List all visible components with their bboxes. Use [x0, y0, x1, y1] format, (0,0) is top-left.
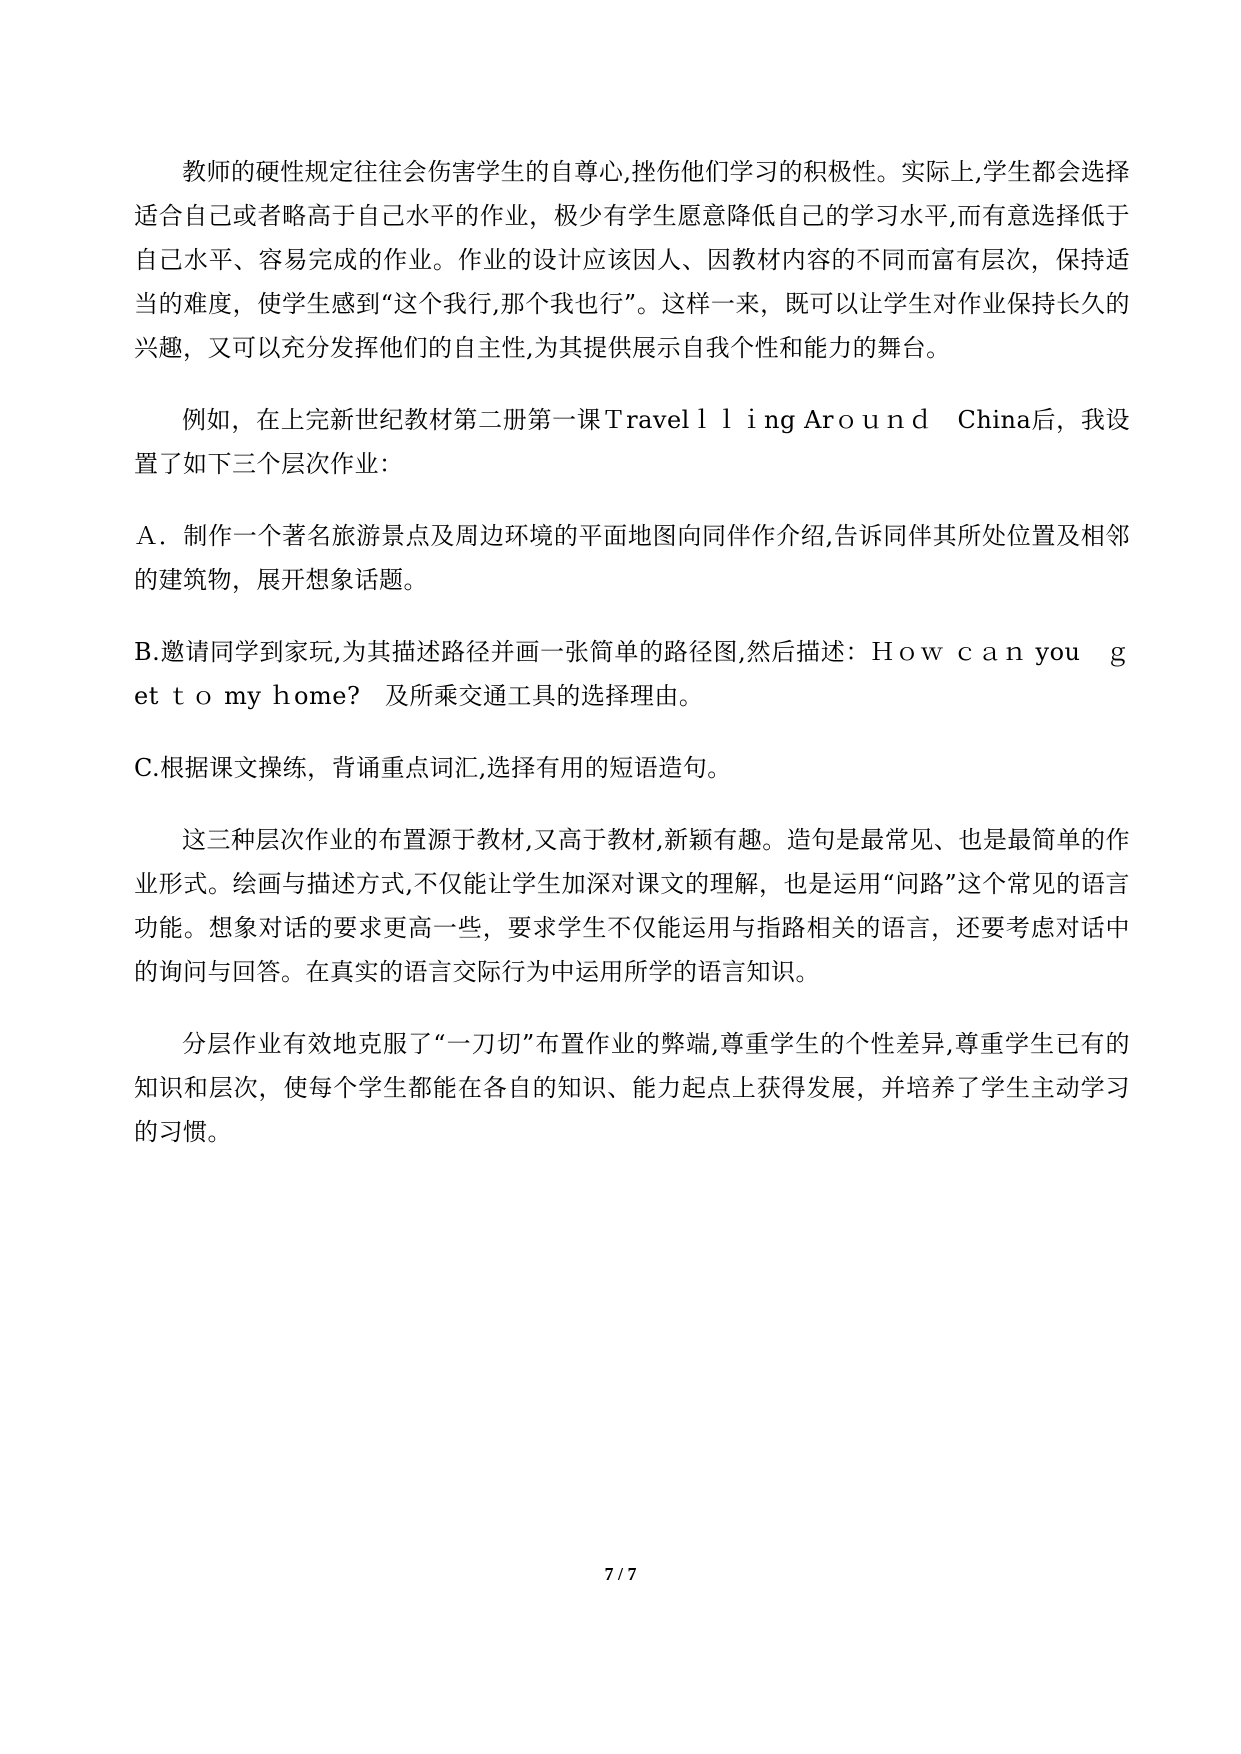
document-body — [134, 150, 1130, 1182]
paragraph-example-intro: 例如，在上完新世纪教材第二册第一课Ｔravelｌｌｉng Arｏｕｎｄ China后，我设置了如下三个层次作业： — [134, 406, 1130, 478]
paragraph-homework-rules: 教师的硬性规定往往会伤害学生的自尊心,挫伤他们学习的积极性。实际上,学生都会选择适合自己或者略高于自己水平的作业，极少有学生愿意降低自己的学习水平,而有意选择低于自己水平、容易完成的作业。作业的设计应该因人、因教材内容的不同而富有层次，保持适当的难度，使学生感到“这个我行,那个我也行”。这样一来，既可以让学生对作业保持长久的兴趣，又可以充分发挥他们的自主性,为其提供展示自我个性和能力的舞台。 — [134, 158, 1130, 362]
page-number: 7 / 7 — [604, 1564, 637, 1584]
paragraph-analysis: 这三种层次作业的布置源于教材,又高于教材,新颖有趣。造句是最常见、也是最简单的作业形式。绘画与描述方式,不仅能让学生加深对课文的理解，也是运用“问路”这个常见的语言功能。想象对话的要求更高一些，要求学生不仅能运用与指路相关的语言，还要考虑对话中的询问与回答。在真实的语言交际行为中运用所学的语言知识。 — [134, 826, 1130, 986]
paragraph-conclusion: 分层作业有效地克服了“一刀切”布置作业的弊端,尊重学生的个性差异,尊重学生已有的知识和层次，使每个学生都能在各自的知识、能力起点上获得发展，并培养了学生主动学习的习惯。 — [134, 1030, 1130, 1146]
paragraph-level-c: C.根据课文操练，背诵重点词汇,选择有用的短语造句。 — [134, 754, 732, 782]
paragraph-level-b: B.邀请同学到家玩,为其描述路径并画一张简单的路径图,然后描述：Ｈｏｗ ｃａｎ you ｇet ｔｏ my ｈome? 及所乘交通工具的选择理由。 — [134, 638, 1130, 710]
paragraph-level-a: Ａ．制作一个著名旅游景点及周边环境的平面地图向同伴作介绍,告诉同伴其所处位置及相邻的建筑物，展开想象话题。 — [134, 522, 1130, 594]
